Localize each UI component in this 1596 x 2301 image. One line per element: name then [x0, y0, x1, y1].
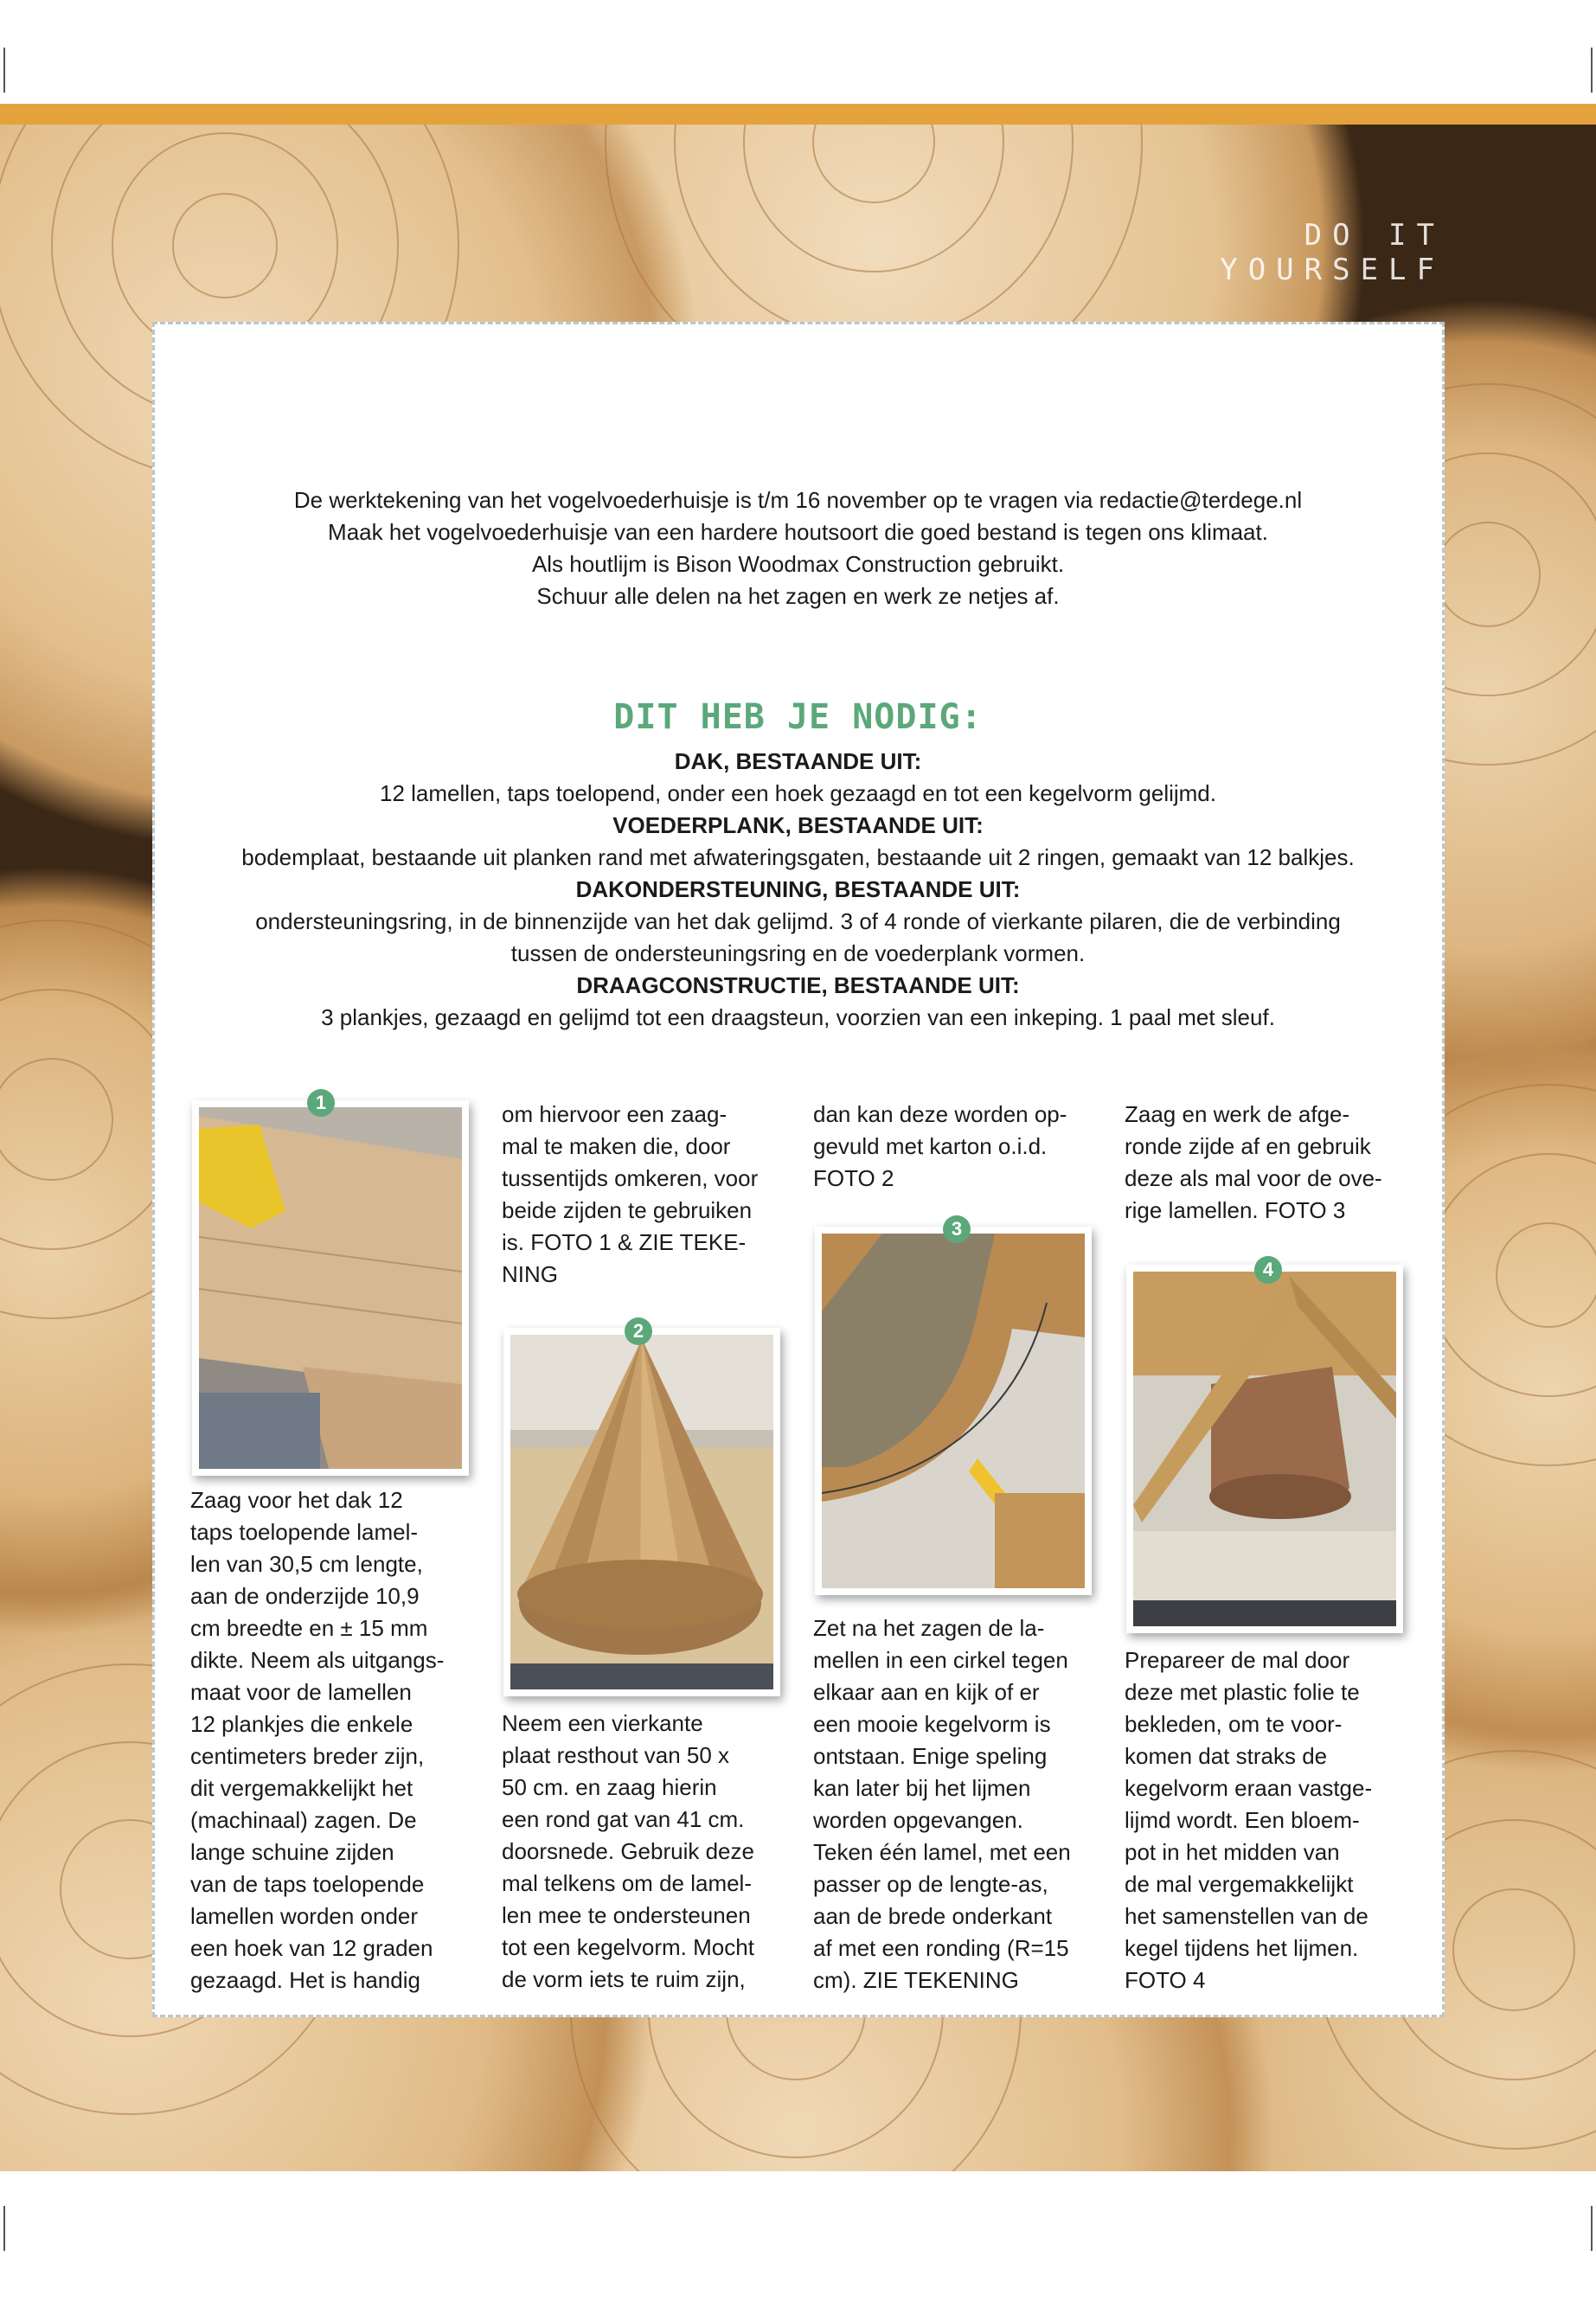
- text-line: len van 30,5 cm lengte,: [190, 1551, 423, 1577]
- text-line: rige lamellen. FOTO 3: [1125, 1197, 1346, 1223]
- needs-text: 3 plankjes, gezaagd en gelijmd tot een draagsteun, voorzien van een inkeping. 1 paal met sleuf.: [321, 1004, 1275, 1030]
- text-line: het samenstellen van de: [1125, 1903, 1368, 1929]
- text-line: cm breedte en ± 15 mm: [190, 1615, 428, 1641]
- column-2-top-text: [502, 1099, 787, 1291]
- text-line: een rond gat van 41 cm.: [502, 1806, 745, 1832]
- text-line: centimeters breder zijn,: [190, 1743, 425, 1769]
- text-line: aan de brede onderkant: [813, 1903, 1053, 1929]
- text-line: mellen in een cirkel tegen: [813, 1647, 1068, 1673]
- text-line: is. FOTO 1 & ZIE TEKE-: [502, 1229, 747, 1255]
- text-line: 50 cm. en zaag hierin: [502, 1774, 717, 1800]
- text-line: gezaagd. Het is handig: [190, 1967, 420, 1993]
- text-line: om hiervoor een zaag-: [502, 1101, 727, 1127]
- text-line: Prepareer de mal door: [1125, 1647, 1350, 1673]
- photo-3: [815, 1227, 1092, 1595]
- text-line: lamellen worden onder: [190, 1903, 419, 1929]
- text-line: Neem een vierkante: [502, 1710, 703, 1736]
- text-line: de mal vergemakkelijkt: [1125, 1871, 1354, 1897]
- text-line: kegel tijdens het lijmen.: [1125, 1935, 1359, 1961]
- photo-4-image: [1133, 1272, 1396, 1626]
- crop-mark: [1591, 48, 1593, 93]
- needs-text: 12 lamellen, taps toelopend, onder een hoek gezaagd en tot een kegelvorm gelijmd.: [380, 780, 1216, 806]
- intro-text: [190, 484, 1406, 612]
- text-line: van de taps toelopende: [190, 1871, 425, 1897]
- text-line: Teken één lamel, met een: [813, 1839, 1071, 1865]
- text-line: mal telkens om de lamel-: [502, 1870, 752, 1896]
- photo-2-image: [510, 1335, 773, 1689]
- text-line: lange schuine zijden: [190, 1839, 394, 1865]
- needs-title: DIT HEB JE NODIG:: [613, 697, 983, 737]
- intro-line: Als houtlijm is Bison Woodmax Construction gebruikt.: [531, 551, 1065, 577]
- needs-heading: VOEDERPLANK, BESTAANDE UIT:: [612, 812, 984, 838]
- photo-badge-4: 4: [1254, 1256, 1282, 1284]
- column-3-bottom-text: [813, 1612, 1099, 1997]
- text-line: komen dat straks de: [1125, 1743, 1328, 1769]
- crop-mark: [3, 2206, 5, 2251]
- column-1-text: [190, 1484, 476, 1997]
- text-line: deze met plastic folie te: [1125, 1679, 1360, 1705]
- column-4-bottom-text: [1125, 1644, 1410, 1997]
- accent-bar: [0, 104, 1596, 125]
- needs-heading: DRAAGCONSTRUCTIE, BESTAANDE UIT:: [576, 972, 1020, 998]
- intro-line: Schuur alle delen na het zagen en werk ze netjes af.: [536, 583, 1060, 609]
- photo-4: [1126, 1265, 1403, 1633]
- text-line: maat voor de lamellen: [190, 1679, 412, 1705]
- text-line: ronde zijde af en gebruik: [1125, 1133, 1371, 1159]
- intro-line: Maak het vogelvoederhuisje van een hardere houtsoort die goed bestand is tegen ons klimaat.: [328, 519, 1268, 545]
- section-label: DO IT YOURSELF: [1220, 218, 1445, 287]
- text-line: een mooie kegelvorm is: [813, 1711, 1051, 1737]
- photo-badge-2: 2: [625, 1317, 652, 1345]
- text-line: gevuld met karton o.i.d.: [813, 1133, 1048, 1159]
- crop-mark: [1591, 2206, 1593, 2251]
- intro-line: De werktekening van het vogelvoederhuisje is t/m 16 november op te vragen via redactie@terdege.nl: [293, 487, 1303, 513]
- text-line: Zet na het zagen de la-: [813, 1615, 1045, 1641]
- text-line: FOTO 2: [813, 1165, 894, 1191]
- needs-text: ondersteuningsring, in de binnenzijde van het dak gelijmd. 3 of 4 ronde of vierkante pilaren, die de verbinding tussen de ondersteuningsring en de voederplank vormen.: [255, 908, 1341, 966]
- text-line: deze als mal voor de ove-: [1125, 1165, 1382, 1191]
- text-line: passer op de lengte-as,: [813, 1871, 1048, 1897]
- text-line: tot een kegelvorm. Mocht: [502, 1934, 754, 1960]
- needs-heading: DAKONDERSTEUNING, BESTAANDE UIT:: [575, 876, 1021, 902]
- photo-1: [192, 1100, 469, 1476]
- text-line: bekleden, om te voor-: [1125, 1711, 1343, 1737]
- needs-text: bodemplaat, bestaande uit planken rand met afwateringsgaten, bestaande uit 2 ringen, gemaakt van 12 balkjes.: [241, 844, 1355, 870]
- text-line: dan kan deze worden op-: [813, 1101, 1067, 1127]
- text-line: kan later bij het lijmen: [813, 1775, 1031, 1801]
- text-line: lijmd wordt. Een bloem-: [1125, 1807, 1360, 1833]
- text-line: mal te maken die, door: [502, 1133, 731, 1159]
- text-line: elkaar aan en kijk of er: [813, 1679, 1040, 1705]
- needs-list: [190, 746, 1406, 1034]
- text-line: 12 plankjes die enkele: [190, 1711, 413, 1737]
- text-line: beide zijden te gebruiken: [502, 1197, 753, 1223]
- column-3-top-text: [813, 1099, 1099, 1195]
- text-line: (machinaal) zagen. De: [190, 1807, 417, 1833]
- text-line: pot in het midden van: [1125, 1839, 1340, 1865]
- text-line: aan de onderzijde 10,9: [190, 1583, 420, 1609]
- photo-2: [503, 1328, 780, 1696]
- text-line: dit vergemakkelijkt het: [190, 1775, 413, 1801]
- photo-badge-3: 3: [943, 1215, 971, 1243]
- column-2-bottom-text: [502, 1708, 787, 1996]
- needs-heading: DAK, BESTAANDE UIT:: [674, 748, 922, 774]
- text-line: worden opgevangen.: [813, 1807, 1023, 1833]
- text-line: een hoek van 12 graden: [190, 1935, 433, 1961]
- text-line: doorsnede. Gebruik deze: [502, 1838, 754, 1864]
- photo-1-image: [199, 1107, 462, 1469]
- text-line: kegelvorm eraan vastge-: [1125, 1775, 1373, 1801]
- text-line: Zaag voor het dak 12: [190, 1487, 403, 1513]
- text-line: cm). ZIE TEKENING: [813, 1967, 1019, 1993]
- text-line: tussentijds omkeren, voor: [502, 1165, 759, 1191]
- crop-mark: [3, 48, 5, 93]
- text-line: Zaag en werk de afge-: [1125, 1101, 1350, 1127]
- text-line: taps toelopende lamel-: [190, 1519, 419, 1545]
- photo-badge-1: 1: [307, 1089, 335, 1117]
- text-line: FOTO 4: [1125, 1967, 1206, 1993]
- column-4-top-text: [1125, 1099, 1410, 1227]
- text-line: ontstaan. Enige speling: [813, 1743, 1048, 1769]
- text-line: af met een ronding (R=15: [813, 1935, 1069, 1961]
- text-line: plaat resthout van 50 x: [502, 1742, 730, 1768]
- text-line: NING: [502, 1261, 558, 1287]
- text-line: dikte. Neem als uitgangs-: [190, 1647, 445, 1673]
- text-line: len mee te ondersteunen: [502, 1902, 751, 1928]
- photo-3-image: [822, 1234, 1085, 1588]
- text-line: de vorm iets te ruim zijn,: [502, 1966, 746, 1992]
